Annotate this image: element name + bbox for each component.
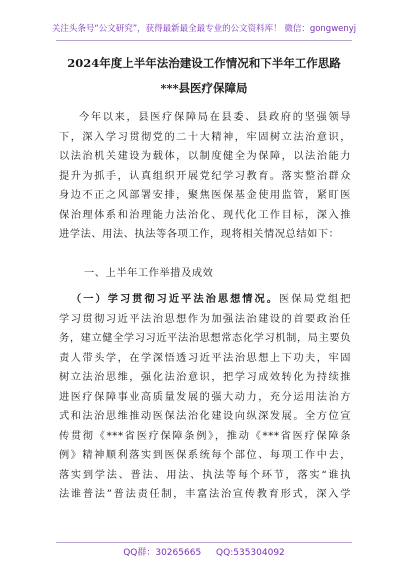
document-subtitle: ***县医疗保障局 xyxy=(160,81,248,95)
footer-qq-group: QQ群：30265665 xyxy=(123,548,202,558)
text-line: 式和法治思维推动医保法治化建设向纵深发展。全方位宣 xyxy=(59,411,351,422)
paragraph-section1 xyxy=(59,290,351,505)
subsection-heading: （一）学习贯彻习近平法治思想情况。 xyxy=(71,293,280,305)
paragraph-intro xyxy=(59,108,351,245)
text-line: 进医疗保障事业高质量发展的强大动力，充分运用法治方 xyxy=(59,391,351,403)
document-title: 2024年度上半年法治建设工作情况和下半年工作思路 xyxy=(67,56,341,70)
text-line: 责人带头学，在学深悟透习近平法治思想上下功夫，牢固 xyxy=(59,352,351,364)
page-header-banner: 关注头条号“公文研究”，获得最新最全最专业的公文资料库！ 微信：gongwenyj xyxy=(51,24,357,34)
text-line: 以法治机关建设为载体，以制度健全为保障，以法治能力 xyxy=(59,151,351,162)
footer-divider xyxy=(56,542,352,543)
text-line: 保治理体系和治理能力法治化、现代化工作目标，深入推 xyxy=(59,209,351,221)
footer-qq-contact: QQ:535304092 xyxy=(216,548,285,558)
text-line: 法谁普法”普法责任制，丰富法治宣传教育形式，深入学 xyxy=(59,489,351,500)
text-line: 学习贯彻习近平法治思想作为加强法治建设的首要政治任 xyxy=(59,313,351,325)
text-line: 今年以来，县医疗保障局在县委、县政府的坚强领导 xyxy=(79,112,351,123)
text-line xyxy=(59,290,351,310)
text-line: 例》精神顺利落实到医保系统每个部位、每项工作中去， xyxy=(59,450,351,461)
header-divider xyxy=(56,40,352,41)
text-line: 落实到学法、普法、用法、执法等每个环节，落实“谁执 xyxy=(59,469,351,481)
section-heading: 一、上半年工作举措及成效 xyxy=(84,268,214,279)
text-line: 务，建立健全学习习近平法治思想常态化学习机制，局主要负 xyxy=(59,333,351,344)
text-line: 提升为抓手，认真组织开展党纪学习教育。落实整治群众 xyxy=(59,170,351,182)
text-line: 传贯彻《***省医疗保障条例》，推动《***省医疗保障条 xyxy=(59,430,351,442)
text-line: 树立法治思维，强化法治意识，把学习成效转化为持续推 xyxy=(59,372,351,383)
text-line: 进学法、用法、执法等各项工作，现将相关情况总结如下： xyxy=(59,229,340,240)
text-line: 身边不正之风部署安排，聚焦医保基金使用监管，紧盯医 xyxy=(59,190,351,201)
text-line: 下，深入学习贯彻党的二十大精神，牢固树立法治意识， xyxy=(59,131,351,143)
text-fragment: 医保局党组把 xyxy=(279,294,351,305)
page-footer xyxy=(0,545,408,558)
